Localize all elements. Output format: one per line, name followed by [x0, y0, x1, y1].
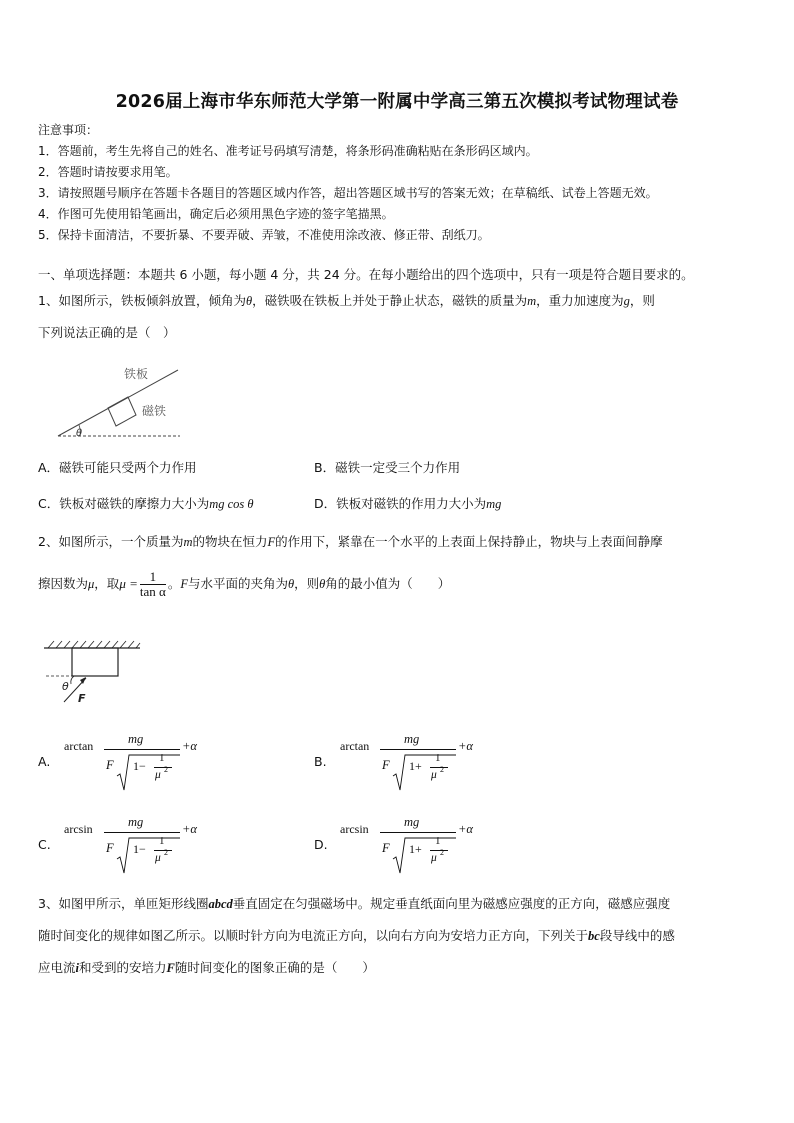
fraction-bar — [104, 832, 180, 833]
fraction: $\frac{1}{\text{tan α}}$ — [139, 569, 166, 599]
tail-term: +α — [458, 822, 473, 836]
function-name: arctan — [64, 739, 94, 753]
sqrt-inner: 1+ — [409, 842, 422, 856]
numerator: mg — [128, 815, 144, 829]
option-label: A. — [38, 754, 51, 769]
label-theta: θ — [62, 680, 69, 693]
q2-stem-line2: 擦因数为μ，取μ = $\frac{1}{\text{tan α}}$ 。F与水平面的夹角为θ，则θ角的最小值为（ ） — [38, 569, 451, 599]
q2-option-c[interactable] — [38, 815, 238, 875]
q2-stem-line1: 2、如图所示，一个质量为m的物块在恒力F的作用下，紧靠在一个水平的上表面上保持静止，物块与上表面间静摩 — [38, 534, 663, 549]
inner-mu: μ — [431, 769, 437, 781]
inner-numerator: 1 — [159, 835, 165, 847]
q2-option-a[interactable] — [38, 732, 238, 792]
q2-figure — [40, 640, 150, 708]
q1-figure — [50, 360, 190, 444]
option-label: B. — [314, 754, 327, 769]
numerator: mg — [404, 815, 420, 829]
inner-fraction-bar — [154, 767, 172, 768]
tail-term: +α — [182, 822, 197, 836]
section-heading: 一、单项选择题：本题共 6 小题，每小题 4 分，共 24 分。在每小题给出的四个选项中，只有一项是符合题目要求的。 — [38, 267, 694, 282]
q3-stem-line2: 随时间变化的规律如图乙所示。以顺时针方向为电流正方向，以向右方向为安培力正方向，下列关于bc段导线中的感 — [38, 928, 675, 943]
q1-option-c[interactable]: C．铁板对磁铁的摩擦力大小为mg cos θ — [38, 496, 254, 511]
function-name: arcsin — [64, 822, 93, 836]
fraction-bar — [380, 832, 456, 833]
notice-item: 1．答题前，考生先将自己的姓名、准考证号码填写清楚，将条形码准确粘贴在条形码区域内。 — [38, 144, 538, 158]
numerator: mg — [404, 732, 420, 746]
option-label: C. — [38, 837, 51, 852]
inner-exponent: 2 — [440, 765, 444, 774]
q3-stem-line1: 3、如图甲所示，单匝矩形线圈abcd垂直固定在匀强磁场中。规定垂直纸面向里为磁感应强度的正方向，磁感应强度 — [38, 896, 671, 911]
inner-exponent: 2 — [164, 848, 168, 857]
tail-term: +α — [182, 739, 197, 753]
ceiling-hatch — [48, 641, 140, 648]
inner-fraction-bar — [430, 767, 448, 768]
page-title: 2026届上海市华东师范大学第一附属中学高三第五次模拟考试物理试卷 — [115, 92, 679, 112]
inner-mu: μ — [431, 852, 437, 864]
denominator-F: F — [106, 758, 114, 772]
numerator: mg — [128, 732, 144, 746]
inner-numerator: 1 — [159, 752, 165, 764]
q1-option-d[interactable]: D．铁板对磁铁的作用力大小为mg — [314, 496, 502, 511]
sqrt-symbol — [116, 835, 182, 875]
label-iron-plate: 铁板 — [124, 367, 149, 381]
notice-item: 5．保持卡面清洁，不要折暴、不要弄破、弄皱，不准使用涂改液、修正带、刮纸刀。 — [38, 228, 490, 242]
denominator-F: F — [382, 841, 390, 855]
inner-numerator: 1 — [435, 752, 441, 764]
q1-stem-line2: 下列说法正确的是（ ） — [38, 325, 176, 340]
inner-fraction-bar — [154, 850, 172, 851]
inner-exponent: 2 — [164, 765, 168, 774]
inner-numerator: 1 — [435, 835, 441, 847]
notice-item: 4．作图可先使用铅笔画出，确定后必须用黑色字迹的签字笔描黑。 — [38, 207, 394, 221]
notice-item: 2．答题时请按要求用笔。 — [38, 165, 178, 179]
sqrt-symbol — [116, 752, 182, 792]
block — [72, 648, 118, 676]
sqrt-inner: 1− — [133, 759, 146, 773]
q2-option-b[interactable] — [314, 732, 514, 792]
label-theta: θ — [76, 428, 83, 439]
q3-stem-line3: 应电流i和受到的安培力F随时间变化的图象正确的是（ ） — [38, 960, 375, 975]
notice-heading: 注意事项： — [38, 123, 99, 137]
sqrt-symbol — [392, 752, 458, 792]
notice-item: 3．请按照题号顺序在答题卡各题目的答题区域内作答，超出答题区域书写的答案无效；在草稿纸、试卷上答题无效。 — [38, 186, 658, 200]
q1-stem-line1: 1、如图所示，铁板倾斜放置，倾角为θ，磁铁吸在铁板上并处于静止状态，磁铁的质量为m，重力加速度为g，则 — [38, 293, 655, 308]
label-magnet: 磁铁 — [142, 404, 167, 418]
q1-option-b[interactable]: B．磁铁一定受三个力作用 — [314, 460, 461, 475]
angle-arc — [71, 676, 74, 684]
inner-mu: μ — [155, 852, 161, 864]
fraction-bar — [380, 749, 456, 750]
denominator-F: F — [106, 841, 114, 855]
q2-option-d[interactable] — [314, 815, 514, 875]
label-F: F — [78, 692, 86, 705]
sqrt-inner: 1+ — [409, 759, 422, 773]
inner-fraction-bar — [430, 850, 448, 851]
tail-term: +α — [458, 739, 473, 753]
inner-mu: μ — [155, 769, 161, 781]
inner-exponent: 2 — [440, 848, 444, 857]
q1-option-a[interactable]: A．磁铁可能只受两个力作用 — [38, 460, 197, 475]
fraction-bar — [104, 749, 180, 750]
sqrt-symbol — [392, 835, 458, 875]
function-name: arcsin — [340, 822, 369, 836]
option-label: D. — [314, 837, 328, 852]
denominator-F: F — [382, 758, 390, 772]
function-name: arctan — [340, 739, 370, 753]
sqrt-inner: 1− — [133, 842, 146, 856]
